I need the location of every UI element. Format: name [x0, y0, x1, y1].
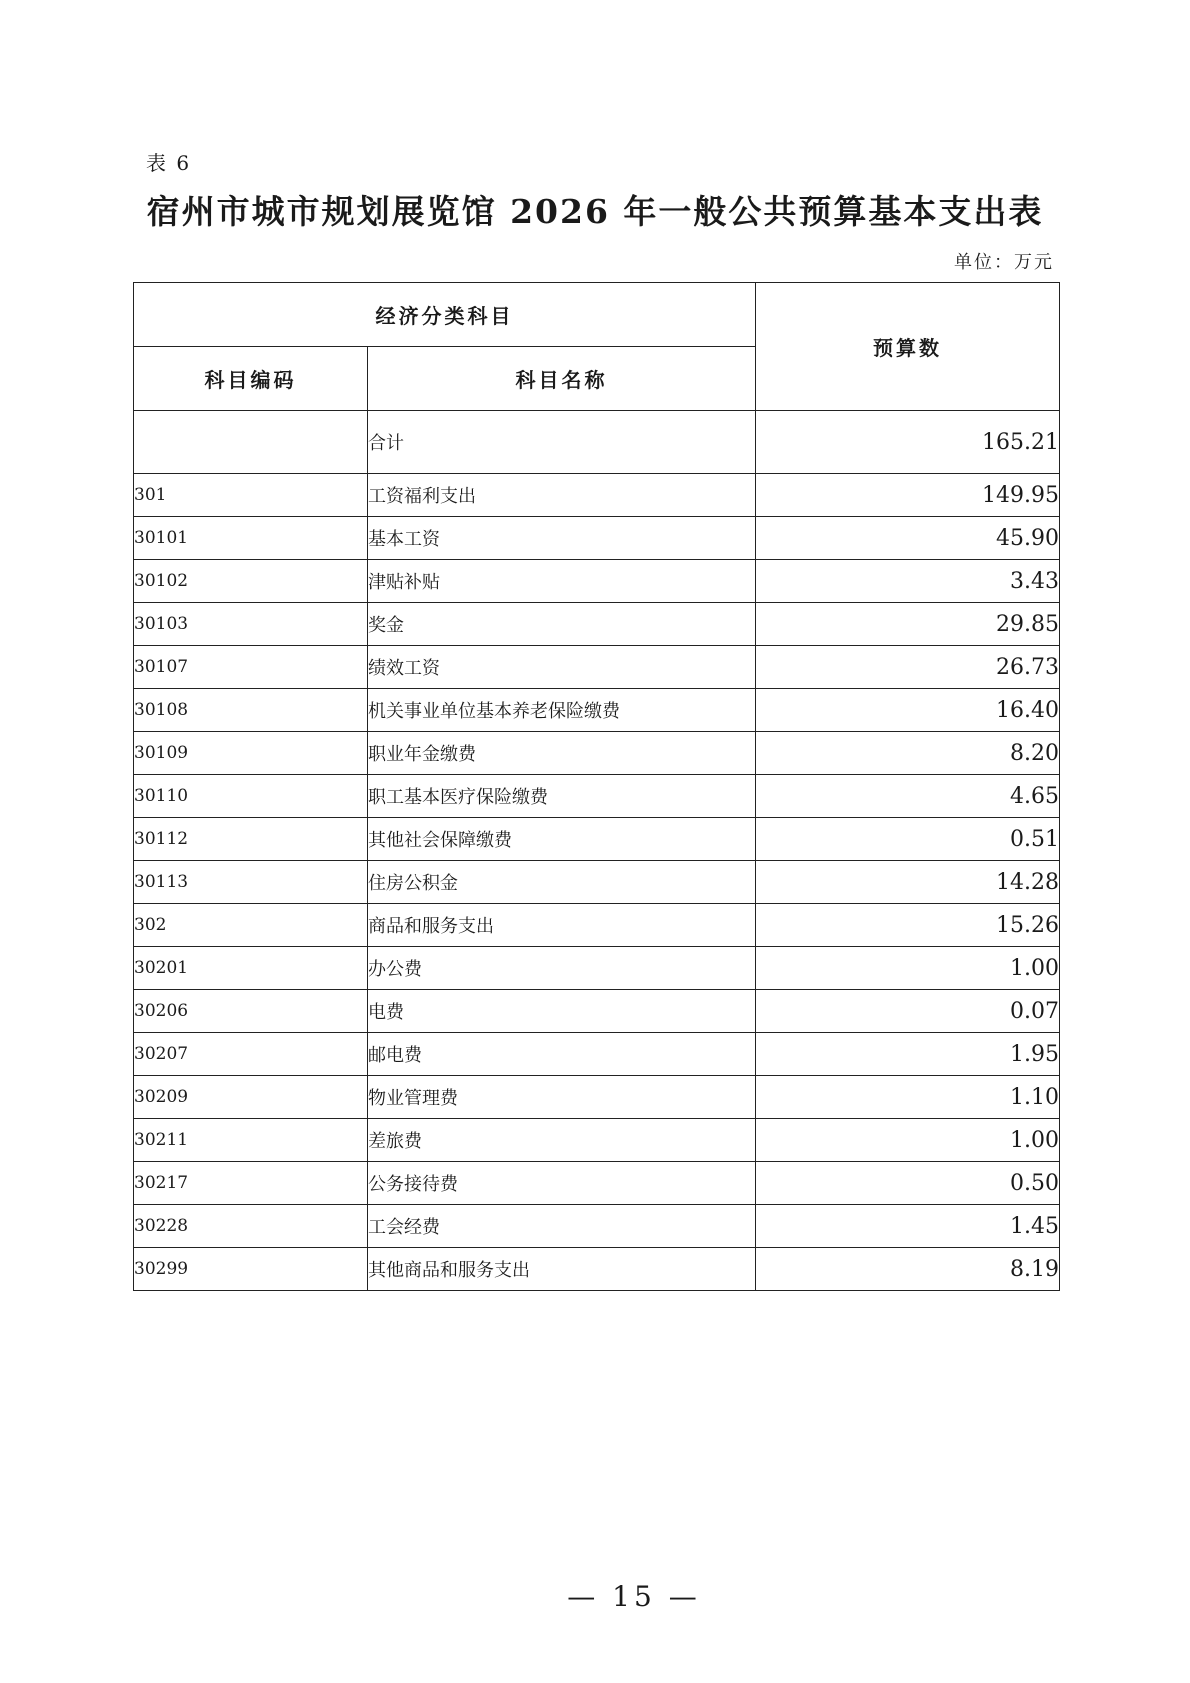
row-amount: 16.40	[756, 689, 1060, 732]
row-code: 30109	[134, 732, 368, 775]
row-code: 30113	[134, 861, 368, 904]
row-amount: 1.00	[756, 1119, 1060, 1162]
row-amount: 149.95	[756, 474, 1060, 517]
page-number: — 15 —	[567, 1580, 701, 1613]
row-name: 电费	[368, 990, 756, 1033]
table-row	[134, 1248, 1060, 1291]
table-row	[134, 560, 1060, 603]
row-amount: 8.19	[756, 1248, 1060, 1291]
row-code: 30299	[134, 1248, 368, 1291]
row-code: 30209	[134, 1076, 368, 1119]
row-amount: 4.65	[756, 775, 1060, 818]
table-row	[134, 990, 1060, 1033]
budget-table	[133, 282, 1060, 1291]
row-amount: 15.26	[756, 904, 1060, 947]
row-code: 30206	[134, 990, 368, 1033]
row-name: 其他社会保障缴费	[368, 818, 756, 861]
row-name: 机关事业单位基本养老保险缴费	[368, 689, 756, 732]
total-amount: 165.21	[756, 411, 1060, 474]
row-name: 办公费	[368, 947, 756, 990]
table-row	[134, 1076, 1060, 1119]
row-code: 30110	[134, 775, 368, 818]
row-amount: 0.51	[756, 818, 1060, 861]
row-name: 物业管理费	[368, 1076, 756, 1119]
table-row	[134, 947, 1060, 990]
table-row	[134, 689, 1060, 732]
table-row	[134, 1205, 1060, 1248]
row-amount: 0.07	[756, 990, 1060, 1033]
row-amount: 45.90	[756, 517, 1060, 560]
table-row	[134, 732, 1060, 775]
row-code: 30107	[134, 646, 368, 689]
row-code: 302	[134, 904, 368, 947]
header-subject-code: 科目编码	[134, 347, 368, 411]
row-code: 30207	[134, 1033, 368, 1076]
table-row	[134, 861, 1060, 904]
row-amount: 0.50	[756, 1162, 1060, 1205]
row-code: 30102	[134, 560, 368, 603]
row-amount: 1.10	[756, 1076, 1060, 1119]
row-name: 职业年金缴费	[368, 732, 756, 775]
header-economic-category: 经济分类科目	[134, 283, 756, 347]
row-name: 职工基本医疗保险缴费	[368, 775, 756, 818]
row-amount: 14.28	[756, 861, 1060, 904]
row-amount: 3.43	[756, 560, 1060, 603]
total-row	[134, 411, 1060, 474]
row-name: 公务接待费	[368, 1162, 756, 1205]
row-code: 30217	[134, 1162, 368, 1205]
row-code: 30211	[134, 1119, 368, 1162]
row-amount: 1.95	[756, 1033, 1060, 1076]
row-name: 其他商品和服务支出	[368, 1248, 756, 1291]
total-code	[134, 411, 368, 474]
row-amount: 8.20	[756, 732, 1060, 775]
table-row	[134, 1033, 1060, 1076]
row-name: 邮电费	[368, 1033, 756, 1076]
row-code: 30103	[134, 603, 368, 646]
table-row	[134, 1119, 1060, 1162]
row-code: 30108	[134, 689, 368, 732]
row-name: 工会经费	[368, 1205, 756, 1248]
row-name: 绩效工资	[368, 646, 756, 689]
header-budget-amount: 预算数	[756, 283, 1060, 411]
row-name: 基本工资	[368, 517, 756, 560]
row-amount: 1.45	[756, 1205, 1060, 1248]
table-row	[134, 818, 1060, 861]
table-number: 表 6	[146, 151, 192, 175]
row-code: 30112	[134, 818, 368, 861]
table-row	[134, 603, 1060, 646]
table-row	[134, 474, 1060, 517]
row-name: 住房公积金	[368, 861, 756, 904]
page-title: 宿州市城市规划展览馆 2026 年一般公共预算基本支出表	[146, 192, 1044, 231]
table-row	[134, 646, 1060, 689]
total-name: 合计	[368, 411, 756, 474]
row-code: 301	[134, 474, 368, 517]
row-name: 津贴补贴	[368, 560, 756, 603]
table-row	[134, 517, 1060, 560]
row-amount: 26.73	[756, 646, 1060, 689]
row-code: 30228	[134, 1205, 368, 1248]
row-amount: 1.00	[756, 947, 1060, 990]
table-row	[134, 1162, 1060, 1205]
table-row	[134, 775, 1060, 818]
header-row-group	[134, 283, 1060, 347]
row-name: 奖金	[368, 603, 756, 646]
table-body	[134, 411, 1060, 1291]
row-code: 30101	[134, 517, 368, 560]
header-subject-name: 科目名称	[368, 347, 756, 411]
row-name: 商品和服务支出	[368, 904, 756, 947]
row-code: 30201	[134, 947, 368, 990]
table-row	[134, 904, 1060, 947]
row-name: 差旅费	[368, 1119, 756, 1162]
row-name: 工资福利支出	[368, 474, 756, 517]
row-amount: 29.85	[756, 603, 1060, 646]
unit-label: 单位：万元	[954, 252, 1054, 273]
